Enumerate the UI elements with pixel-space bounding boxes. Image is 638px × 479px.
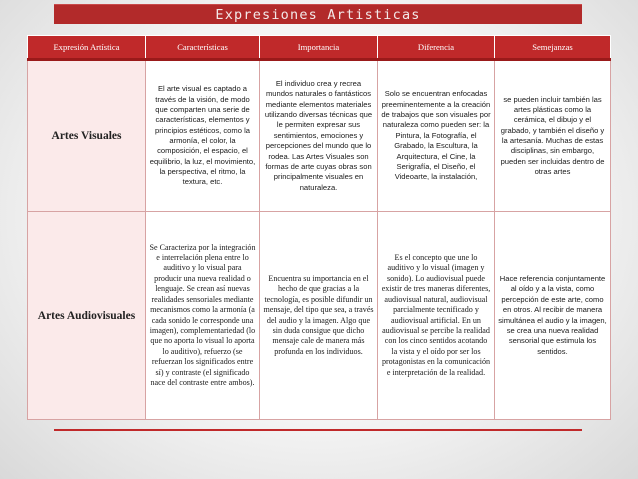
cell-importancia: El individuo crea y recrea mundos naturales o fantásticos mediante elementos materiales utilizando diversas técnicas que le permiten expresar sus sentimientos, emociones y percepciones del mundo que lo rodea. Las Artes Visuales son formas de arte cuyas obras son principalmente visuales en naturaleza. — [260, 60, 378, 212]
table-row-artes-audiovisuales — [28, 212, 611, 420]
bottom-divider — [54, 429, 582, 431]
cell-diferencia: Es el concepto que une lo auditivo y lo visual (imagen y sonido). Lo audiovisual puede existir de tres maneras diferentes, audiovisual natural, audiovisual parcialmente tecnificado y audiovisual artificial. En un audiovisual se percibe la realidad con los cinco sentidos acotando la vista y el oído por ser los protagonistas en la comunicación e interpretación de la realidad. — [378, 212, 495, 420]
header-caracteristicas: Características — [146, 36, 260, 60]
cell-semejanzas: se pueden incluir también las artes plásticas como la cerámica, el dibujo y el grabado, y también el diseño y la artesanía. Muchas de estas disciplinas, sin embargo, pueden ser incluidas dentro de otras artes — [495, 60, 611, 212]
slide-title: Expresiones Artisticas — [215, 6, 421, 23]
header-expresion-artistica: Expresión Artística — [28, 36, 146, 60]
row-title-artes-visuales: Artes Visuales — [28, 60, 146, 212]
row-title-artes-audiovisuales: Artes Audiovisuales — [28, 212, 146, 420]
slide-title-bar — [54, 4, 582, 24]
comparison-table — [27, 35, 611, 420]
cell-importancia: Encuentra su importancia en el hecho de que gracias a la tecnología, es posible difundir un mensaje, del tipo que sea, a través del audio y la imagen. Algo que sin duda consigue que dicho mensaje cale de manera más profunda en los individuos. — [260, 212, 378, 420]
table-row-artes-visuales — [28, 60, 611, 212]
header-diferencia: Diferencia — [378, 36, 495, 60]
cell-caracteristicas: Se Caracteriza por la integración e interrelación plena entre lo auditivo y lo visual para producir una nueva realidad o lenguaje. Se crean así nuevas realidades sensoriales mediante mecanismos como la armonía (a cada sonido le corresponde una imagen), complementariedad (lo que no aporta lo visual lo aporta lo auditivo), refuerzo (se refuerzan los significados entre sí) y contraste (el significado nace del contraste entre ambos). — [146, 212, 260, 420]
header-importancia: Importancia — [260, 36, 378, 60]
table-header-row — [28, 36, 611, 60]
cell-diferencia: Solo se encuentran enfocadas preeminentemente a la creación de trabajos que son visuales por naturaleza como pueden ser: la Pintura, la Fotografía, el Grabado, la Escultura, la Arquitectura, el Cine, la Serigrafía, el Diseño, el Videoarte, la instalación, — [378, 60, 495, 212]
cell-caracteristicas: El arte visual es captado a través de la visión, de modo que comparten una serie de características, elementos y principios estéticos, como la armonía, el color, la composición, el espacio, el equilibrio, la luz, el movimiento, la perspectiva, el ritmo, la textura, etc. — [146, 60, 260, 212]
cell-semejanzas: Hace referencia conjuntamente al oído y a la vista, como percepción de este arte, como en otros. Al recibir de manera simultánea el audio y la imagen, se crea una nueva realidad sensorial que estimula los sentidos. — [495, 212, 611, 420]
header-semejanzas: Semejanzas — [495, 36, 611, 60]
